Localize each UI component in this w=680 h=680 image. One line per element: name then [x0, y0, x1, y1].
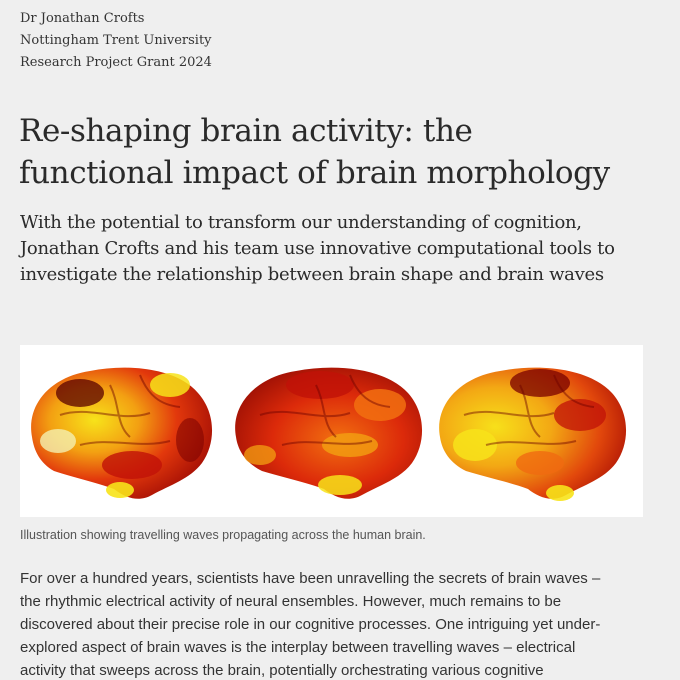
- body-line-4: explored aspect of brain waves is the interplay between travelling waves – electrical: [20, 639, 576, 656]
- subtitle-line-2: Jonathan Crofts and his team use innovative computational tools to: [20, 238, 615, 259]
- body-line-1: For over a hundred years, scientists have been unravelling the secrets of brain waves –: [20, 570, 601, 587]
- body-line-5: activity that sweeps across the brain, potentially orchestrating various cognitive: [20, 662, 544, 679]
- brain-2-image: [235, 368, 422, 499]
- brain-3-image: [439, 368, 626, 501]
- subtitle-line-3: investigate the relationship between brain shape and brain waves: [20, 264, 604, 285]
- article-subtitle: [20, 210, 670, 288]
- article-body: [20, 567, 660, 680]
- body-line-3: discovered about their precise role in our cognitive processes. One intriguing yet under-: [20, 616, 601, 633]
- title-line-2: functional impact of brain morphology: [19, 155, 610, 191]
- author-name: Dr Jonathan Crofts: [20, 11, 145, 26]
- subtitle-line-1: With the potential to transform our understanding of cognition,: [20, 212, 582, 233]
- body-line-2: the rhythmic electrical activity of neural ensembles. However, much remains to be: [20, 593, 562, 610]
- grant-name: Research Project Grant 2024: [20, 55, 212, 70]
- article-title: [19, 110, 669, 194]
- brain-1-image: [31, 368, 212, 499]
- article-meta: [20, 8, 212, 74]
- institution-name: Nottingham Trent University: [20, 33, 212, 48]
- brain-illustration: [20, 345, 643, 517]
- figure-caption: Illustration showing travelling waves propagating across the human brain.: [20, 528, 426, 542]
- title-line-1: Re-shaping brain activity: the: [19, 113, 473, 149]
